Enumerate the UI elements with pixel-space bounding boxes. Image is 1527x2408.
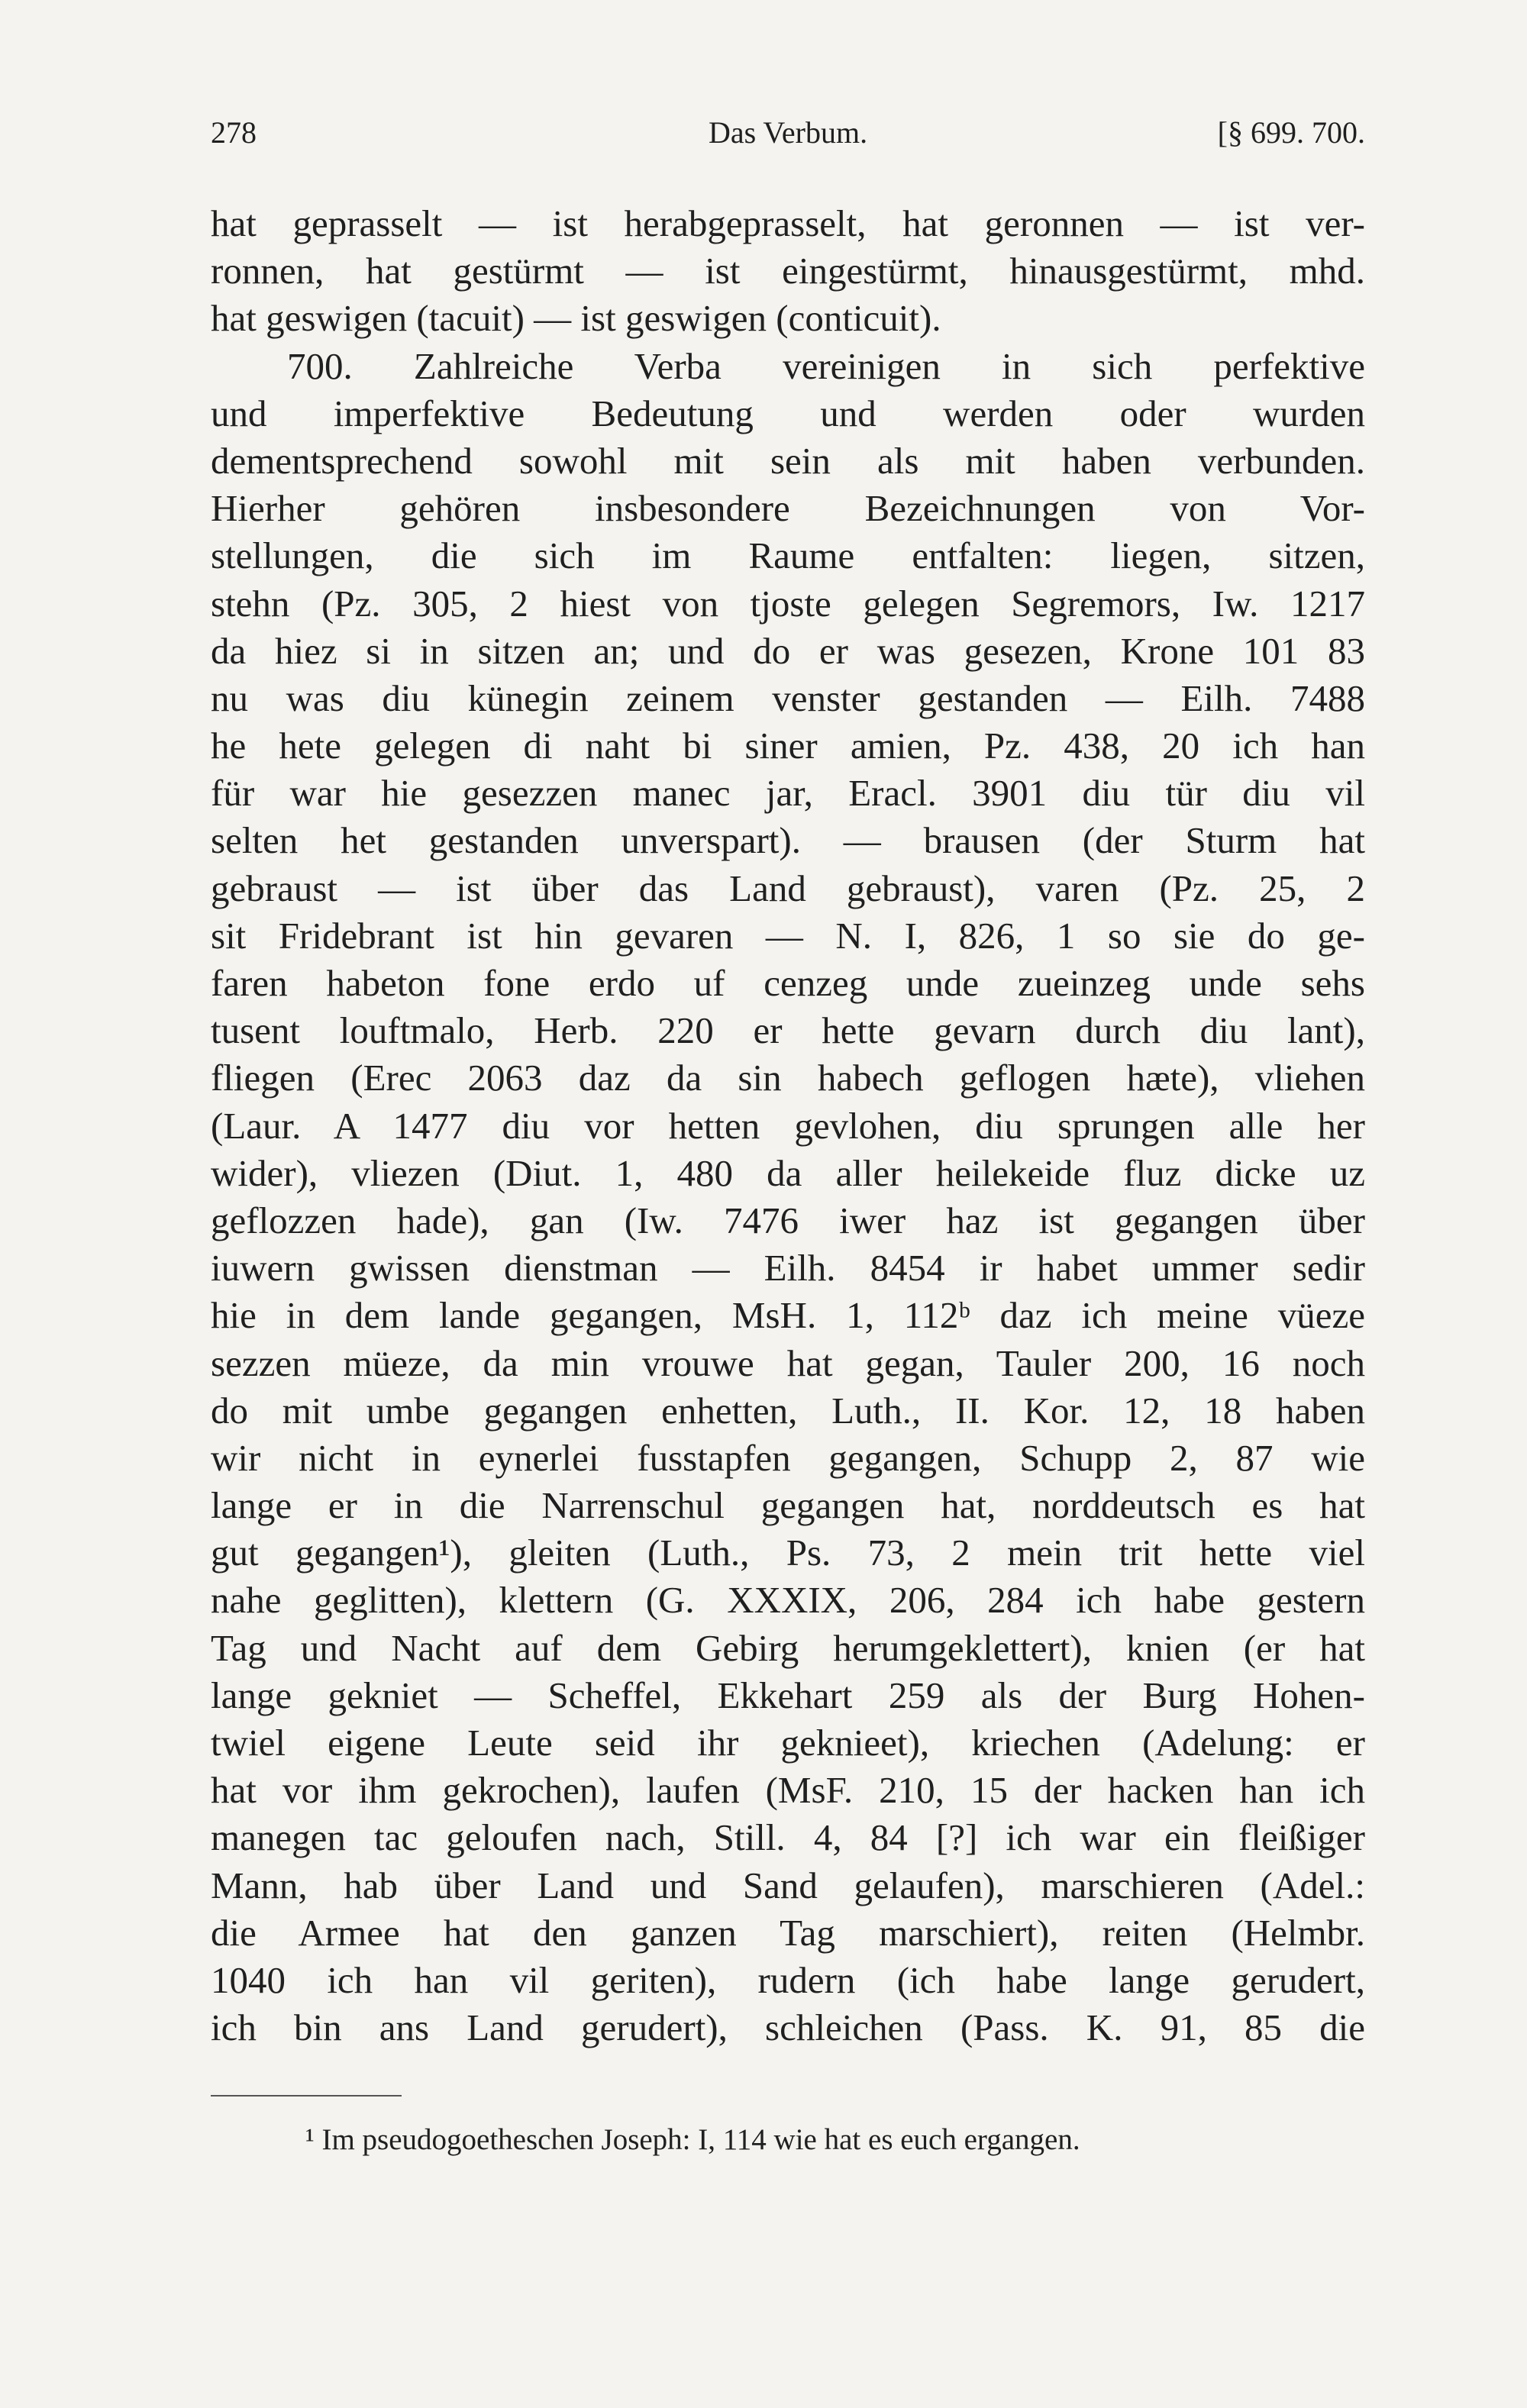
text-line: dementsprechend sowohl mit sein als mit haben verbunden. xyxy=(211,439,1365,482)
text-line: nu was diu künegin zeinem venster gestanden — Eilh. 7488 xyxy=(211,676,1365,719)
text-line: hat vor ihm gekrochen), laufen (MsF. 210, 15 der hacken han ich xyxy=(211,1769,1365,1812)
text-line: faren habeton fone erdo uf cenzeg unde zueinzeg unde sehs xyxy=(211,962,1365,1004)
text-line: hie in dem lande gegangen, MsH. 1, 112ᵇ daz ich meine vüeze xyxy=(211,1294,1365,1337)
text-line: fliegen (Erec 2063 daz da sin habech geflogen hæte), vliehen xyxy=(211,1057,1365,1099)
text-line: für war hie gesezzen manec jar, Eracl. 3901 diu tür diu vil xyxy=(211,772,1365,815)
text-line: gebraust — ist über das Land gebraust), varen (Pz. 25, 2 xyxy=(211,867,1365,909)
text-line: hat geprasselt — ist herabgeprasselt, hat geronnen — ist ver- xyxy=(211,202,1365,244)
text-line: tusent louftmalo, Herb. 220 er hette gevarn durch diu lant), xyxy=(211,1009,1365,1052)
footnote-marker: ¹ xyxy=(305,2123,315,2156)
text-line: die Armee hat den ganzen Tag marschiert), reiten (Helmbr. xyxy=(211,1911,1365,1954)
text-line: he hete gelegen di naht bi siner amien, Pz. 438, 20 ich han xyxy=(211,725,1365,767)
text-line: nahe geglitten), klettern (G. XXXIX, 206, 284 ich habe gestern xyxy=(211,1579,1365,1622)
footnote-text: Im pseudogoetheschen Joseph: I, 114 wie hat es euch ergangen. xyxy=(321,2123,1080,2156)
text-line: lange gekniet — Scheffel, Ekkehart 259 als der Burg Hohen- xyxy=(211,1674,1365,1716)
text-line: geflozzen hade), gan (Iw. 7476 iwer haz ist gegangen über xyxy=(211,1199,1365,1241)
text-line: Mann, hab über Land und Sand gelaufen), marschieren (Adel.: xyxy=(211,1864,1365,1906)
text-line: Tag und Nacht auf dem Gebirg herumgeklettert), knien (er hat xyxy=(211,1626,1365,1669)
text-line: da hiez si in sitzen an; und do er was gesezen, Krone 101 83 xyxy=(211,629,1365,672)
text-line: wir nicht in eynerlei fusstapfen gegangen, Schupp 2, 87 wie xyxy=(211,1436,1365,1479)
text-line: ronnen, hat gestürmt — ist eingestürmt, hinausgestürmt, mhd. xyxy=(211,250,1365,292)
text-line: iuwern gwissen dienstman — Eilh. 8454 ir habet ummer sedir xyxy=(211,1247,1365,1290)
running-header xyxy=(211,115,1365,160)
text-line: do mit umbe gegangen enhetten, Luth., II. Kor. 12, 18 haben xyxy=(211,1389,1365,1432)
section-reference: [§ 699. 700. xyxy=(1217,115,1365,150)
text-line: stehn (Pz. 305, 2 hiest von tjoste gelegen Segremors, Iw. 1217 xyxy=(211,582,1365,625)
text-line: Hierher gehören insbesondere Bezeichnungen von Vor- xyxy=(211,487,1365,530)
body-text xyxy=(211,200,1365,2051)
text-line: hat geswigen (tacuit) — ist geswigen (conticuit). xyxy=(211,297,941,340)
text-line: wider), vliezen (Diut. 1, 480 da aller heilekeide fluz dicke uz xyxy=(211,1151,1365,1194)
page-number: 278 xyxy=(211,115,257,150)
text-line: ich bin ans Land gerudert), schleichen (Pass. K. 91, 85 die xyxy=(211,2006,1365,2049)
text-line: (Laur. A 1477 diu vor hetten gevlohen, diu sprungen alle her xyxy=(211,1104,1365,1147)
text-line: sezzen müeze, da min vrouwe hat gegan, Tauler 200, 16 noch xyxy=(211,1341,1365,1384)
text-line: und imperfektive Bedeutung und werden oder wurden xyxy=(211,392,1365,434)
running-title: Das Verbum. xyxy=(708,115,868,150)
footnote-divider xyxy=(211,2095,402,2097)
text-line: gut gegangen¹), gleiten (Luth., Ps. 73, 2 mein trit hette viel xyxy=(211,1532,1365,1574)
text-line: selten het gestanden unverspart). — brausen (der Sturm hat xyxy=(211,819,1365,862)
text-line: manegen tac geloufen nach, Still. 4, 84 [?] ich war ein fleißiger xyxy=(211,1816,1365,1859)
section-700-start: 700. Zahlreiche Verba vereinigen in sich perfektive xyxy=(287,344,1365,387)
text-line: 1040 ich han vil geriten), rudern (ich habe lange gerudert, xyxy=(211,1958,1365,2001)
text-line: sit Fridebrant ist hin gevaren — N. I, 826, 1 so sie do ge- xyxy=(211,914,1365,957)
text-line: lange er in die Narrenschul gegangen hat, norddeutsch es hat xyxy=(211,1484,1365,1527)
text-line: twiel eigene Leute seid ihr geknieet), kriechen (Adelung: er xyxy=(211,1722,1365,1764)
text-line: stellungen, die sich im Raume entfalten: liegen, sitzen, xyxy=(211,534,1365,577)
footnote xyxy=(305,2122,1365,2157)
